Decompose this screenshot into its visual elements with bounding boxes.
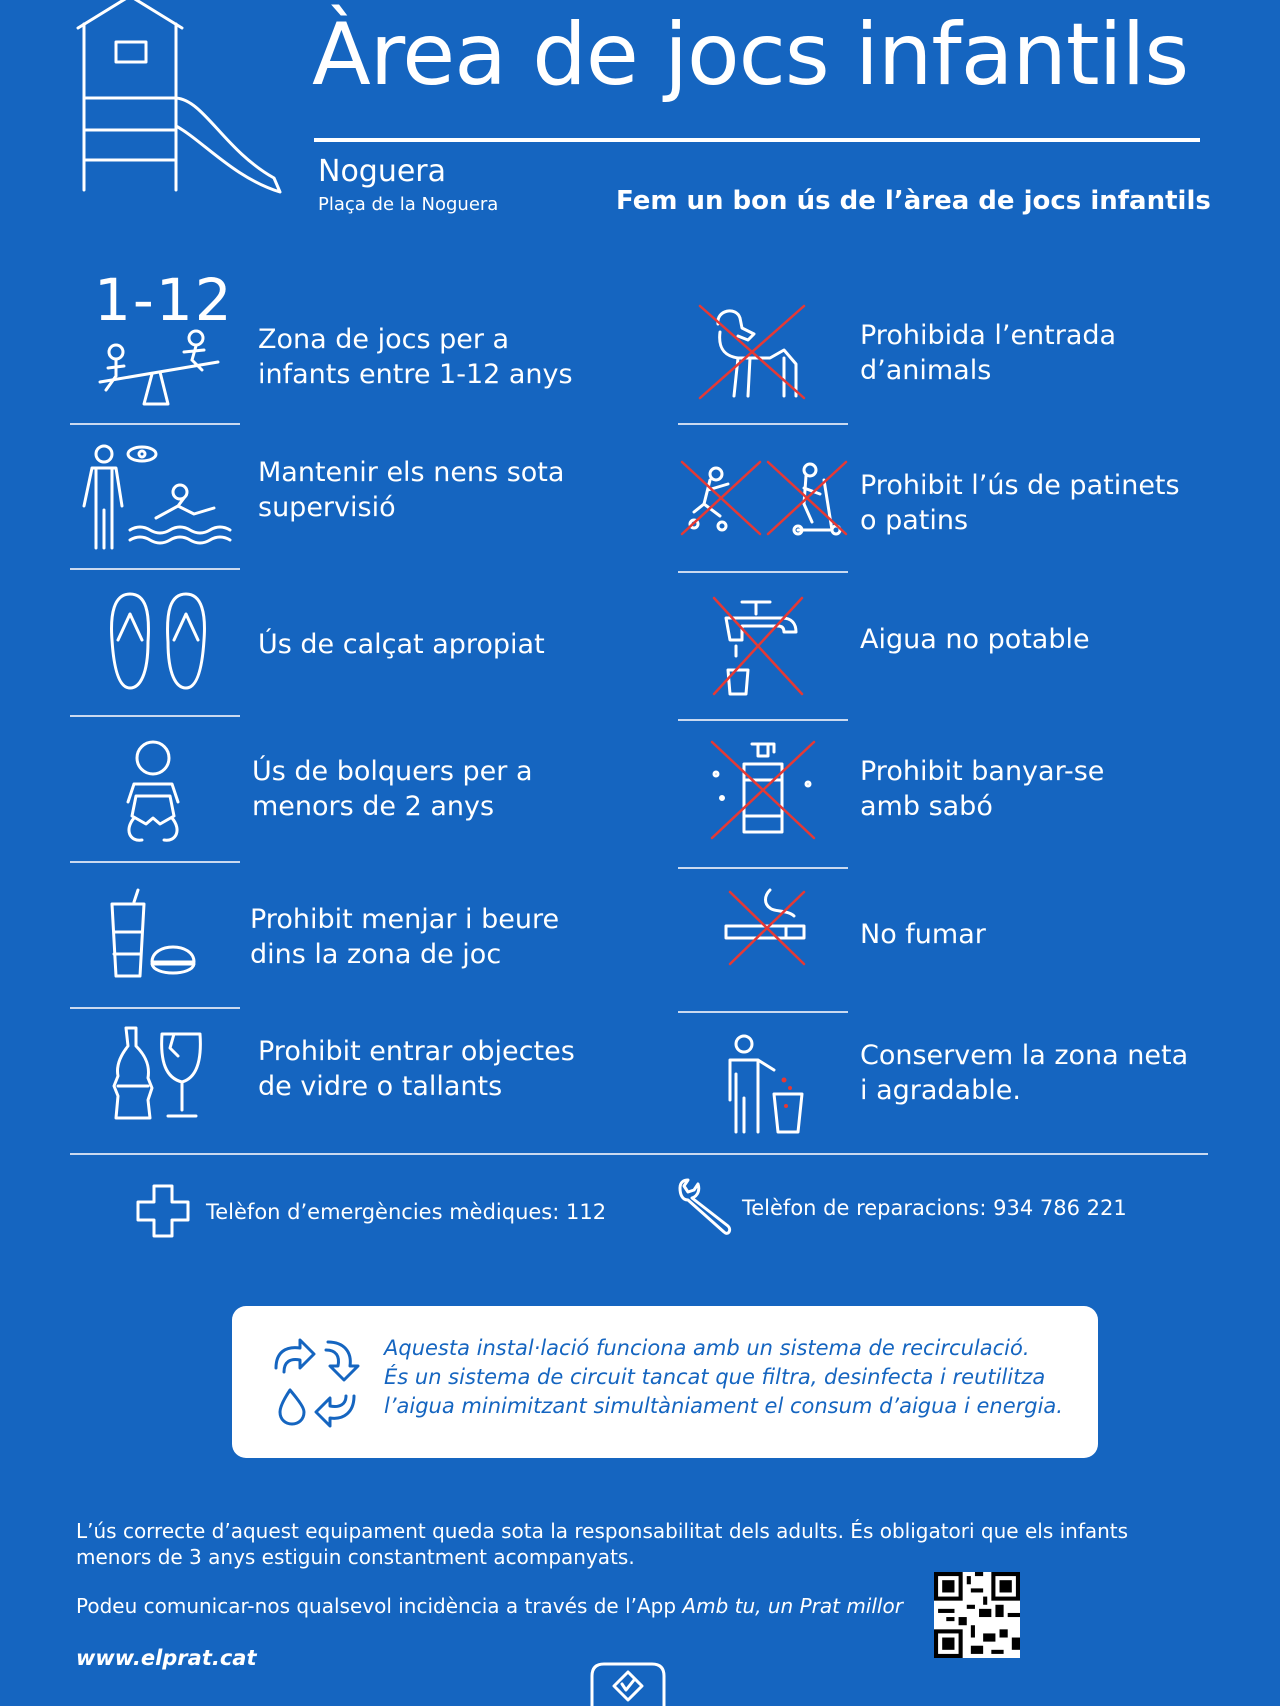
- recirculation-text: [384, 1334, 1084, 1421]
- recycle-water-icon: [272, 1338, 360, 1428]
- divider: [678, 719, 848, 721]
- no-dogs-icon: [698, 304, 806, 400]
- divider: [70, 423, 240, 425]
- repairs-phone[interactable]: Telèfon de reparacions: 934 786 221: [742, 1196, 1127, 1220]
- info-line: l’aigua minimitzant simultàniament el consum d’aigua i energia.: [384, 1394, 1063, 1418]
- no-skates-icon: [680, 460, 848, 536]
- flip-flops-icon: [108, 590, 208, 692]
- divider: [70, 568, 240, 570]
- title-underline: [314, 138, 1200, 142]
- wrench-icon: [676, 1178, 734, 1236]
- no-drinking-water-icon: [712, 596, 804, 696]
- qr-code-icon: [934, 1572, 1020, 1658]
- rule-age-range: Zona de jocs per a infants entre 1-12 anys: [258, 324, 573, 390]
- info-line: És un sistema de circuit tancat que filtra, desinfecta i reutilitza: [384, 1365, 1046, 1389]
- app-name[interactable]: Amb tu, un Prat millor: [682, 1594, 903, 1618]
- divider: [678, 1011, 848, 1013]
- app-notice-text: Podeu comunicar-nos qualsevol incidència a través de l’App: [76, 1594, 683, 1618]
- litter-bin-icon: [724, 1034, 808, 1134]
- emergency-phone[interactable]: Telèfon d’emergències mèdiques: 112: [206, 1200, 607, 1224]
- divider: [678, 571, 848, 573]
- rule-supervision: Mantenir els nens sota supervisió: [258, 457, 565, 523]
- rule-no-animals: Prohibida l’entrada d’animals: [860, 320, 1117, 386]
- rule-no-glass: Prohibit entrar objectes de vidre o tallants: [258, 1036, 575, 1102]
- baby-diaper-icon: [120, 740, 186, 844]
- app-notice: [76, 1594, 903, 1618]
- no-smoking-icon: [724, 886, 808, 966]
- medical-cross-icon: [136, 1184, 190, 1238]
- supervision-icon: [78, 444, 234, 552]
- rule-no-skates: Prohibit l’ús de patinets o patins: [860, 470, 1180, 536]
- seesaw-icon: [92, 330, 224, 408]
- rule-non-potable: Aigua no potable: [860, 624, 1090, 655]
- city-logo-icon: [590, 1662, 666, 1706]
- rule-diapers: Ús de bolquers per a menors de 2 anys: [252, 756, 533, 822]
- divider: [70, 1007, 240, 1009]
- website-link[interactable]: www.elprat.cat: [76, 1646, 257, 1670]
- location-name: Noguera: [318, 154, 447, 189]
- playhouse-slide-icon: [74, 0, 286, 200]
- responsibility-notice: L’ús correcte d’aquest equipament queda sota la responsabilitat dels adults. És obligatori que els infants menors de 3 anys estiguin constantment acompanyats.: [76, 1519, 1129, 1569]
- divider: [678, 867, 848, 869]
- divider: [70, 715, 240, 717]
- no-soap-icon: [708, 740, 818, 840]
- qr-code[interactable]: [934, 1572, 1020, 1658]
- section-divider: [70, 1153, 1208, 1155]
- rule-keep-clean: Conservem la zona neta i agradable.: [860, 1040, 1189, 1106]
- info-line: Aquesta instal·lació funciona amb un sistema de recirculació.: [384, 1336, 1030, 1360]
- recirculation-info-box: [232, 1306, 1098, 1458]
- page-title: Àrea de jocs infantils: [312, 5, 1189, 105]
- broken-glass-icon: [112, 1026, 204, 1120]
- rule-no-soap: Prohibit banyar-se amb sabó: [860, 756, 1105, 822]
- location-address: Plaça de la Noguera: [318, 194, 499, 215]
- divider: [70, 861, 240, 863]
- rule-no-food: Prohibit menjar i beure dins la zona de joc: [250, 904, 560, 970]
- food-drink-icon: [108, 888, 198, 980]
- rule-no-smoking: No fumar: [860, 919, 986, 950]
- tagline: Fem un bon ús de l’àrea de jocs infantils: [616, 186, 1211, 216]
- divider: [678, 423, 848, 425]
- rule-footwear: Ús de calçat apropiat: [258, 629, 545, 660]
- age-range-label: 1-12: [94, 266, 234, 334]
